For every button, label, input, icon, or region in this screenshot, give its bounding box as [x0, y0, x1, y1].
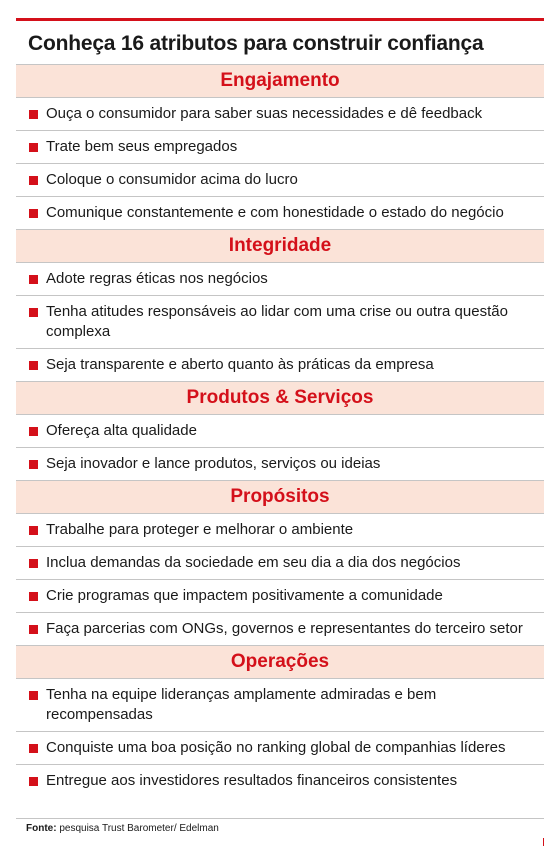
list-item: [16, 612, 544, 645]
list-item-text: Trate bem seus empregados: [46, 138, 238, 155]
list-item-text: Entregue aos investidores resultados financeiros consistentes: [46, 772, 458, 789]
source-label: Fonte:: [26, 823, 57, 834]
section-heading: Integridade: [16, 229, 544, 262]
list-item: [16, 97, 544, 130]
list-item: [16, 678, 544, 731]
square-bullet-icon: [29, 176, 38, 185]
corner-mark: [543, 838, 544, 846]
square-bullet-icon: [29, 308, 38, 317]
list-item-text: Seja transparente e aberto quanto às práticas da empresa: [46, 356, 434, 373]
infographic: [16, 0, 544, 846]
list-item: [16, 546, 544, 579]
list-item-text: Faça parcerias com ONGs, governos e representantes do terceiro setor: [46, 620, 523, 637]
list-item-text: Comunique constantemente e com honestidade o estado do negócio: [46, 204, 504, 221]
list-item: [16, 764, 544, 797]
list-item-text: Tenha atitudes responsáveis ao lidar com uma crise ou outra questão complexa: [46, 303, 508, 340]
list-item: [16, 731, 544, 764]
list-item: [16, 513, 544, 546]
section-heading: Propósitos: [16, 480, 544, 513]
list-item-text: Ofereça alta qualidade: [46, 422, 197, 439]
list-item-text: Inclua demandas da sociedade em seu dia a dia dos negócios: [46, 554, 461, 571]
top-rule: [16, 18, 544, 21]
source-text: pesquisa Trust Barometer/ Edelman: [56, 823, 219, 834]
square-bullet-icon: [29, 777, 38, 786]
section-heading: Operações: [16, 645, 544, 678]
list-item: [16, 163, 544, 196]
list-item-text: Seja inovador e lance produtos, serviços ou ideias: [46, 455, 381, 472]
square-bullet-icon: [29, 691, 38, 700]
square-bullet-icon: [29, 460, 38, 469]
square-bullet-icon: [29, 110, 38, 119]
square-bullet-icon: [29, 143, 38, 152]
square-bullet-icon: [29, 559, 38, 568]
page-title: Conheça 16 atributos para construir confiança: [28, 32, 484, 55]
square-bullet-icon: [29, 427, 38, 436]
source-note: [26, 822, 219, 836]
list-item-text: Crie programas que impactem positivamente a comunidade: [46, 587, 443, 604]
list-item-text: Trabalhe para proteger e melhorar o ambiente: [46, 521, 354, 538]
attributes-list: [16, 64, 544, 797]
list-item-text: Coloque o consumidor acima do lucro: [46, 171, 298, 188]
list-item-text: Adote regras éticas nos negócios: [46, 270, 268, 287]
list-item: [16, 414, 544, 447]
list-item-text: Conquiste uma boa posição no ranking global de companhias líderes: [46, 739, 506, 756]
section-heading: Engajamento: [16, 64, 544, 97]
square-bullet-icon: [29, 526, 38, 535]
list-item: [16, 196, 544, 229]
square-bullet-icon: [29, 361, 38, 370]
section-heading: Produtos & Serviços: [16, 381, 544, 414]
list-item-text: Tenha na equipe lideranças amplamente admiradas e bem recompensadas: [46, 686, 437, 723]
list-item: [16, 447, 544, 480]
list-item: [16, 348, 544, 381]
square-bullet-icon: [29, 275, 38, 284]
list-item: [16, 130, 544, 163]
square-bullet-icon: [29, 592, 38, 601]
square-bullet-icon: [29, 625, 38, 634]
list-item: [16, 579, 544, 612]
list-item-text: Ouça o consumidor para saber suas necessidades e dê feedback: [46, 105, 483, 122]
square-bullet-icon: [29, 209, 38, 218]
bottom-rule: [16, 818, 544, 819]
square-bullet-icon: [29, 744, 38, 753]
list-item: [16, 295, 544, 348]
list-item: [16, 262, 544, 295]
